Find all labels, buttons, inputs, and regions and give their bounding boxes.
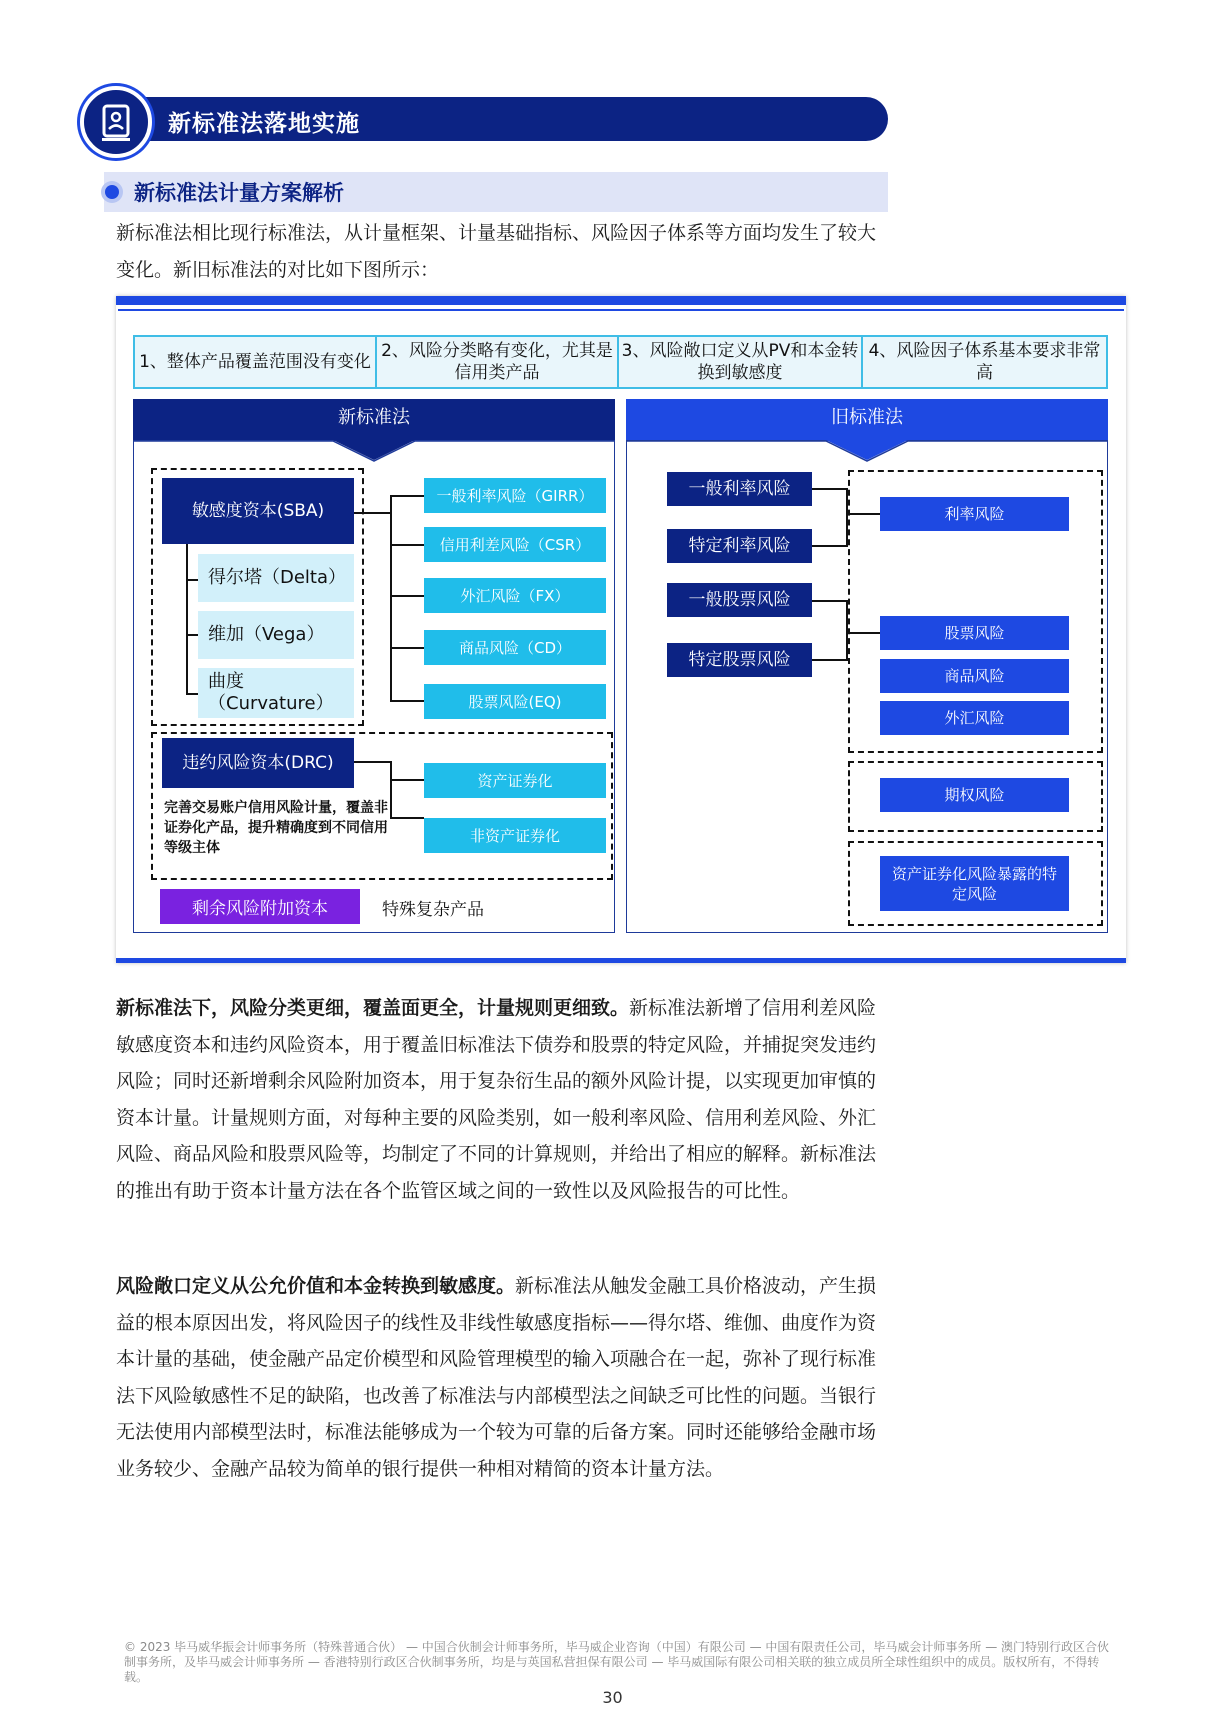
rrao-box: 剩余风险附加资本 <box>160 889 360 924</box>
securitization-box: 资产证券化 <box>424 763 606 798</box>
old-specific-equity: 特定股票风险 <box>667 643 812 677</box>
risk-girr: 一般利率风险（GIRR） <box>424 478 606 513</box>
bullet-dot-icon <box>105 185 119 199</box>
old-securitization-risk: 资产证券化风险暴露的特定风险 <box>880 856 1069 911</box>
old-commodity-risk: 商品风险 <box>880 659 1069 693</box>
sba-connector <box>354 512 390 514</box>
sba-tick <box>186 634 198 636</box>
old-fx-risk: 外汇风险 <box>880 701 1069 735</box>
paragraph-2-lead: 风险敞口定义从公允价值和本金转换到敏感度。 <box>116 1275 516 1297</box>
footer-copyright: © 2023 毕马威华振会计师事务所（特殊普通合伙） — 中国合伙制会计师事务所，毕马威企业咨询（中国）有限公司 — 中国有限责任公司，毕马威会计师事务所 — 澳门特别行政区合伙制事务所，及毕马威会计师事务所 — 香港特别行政区合伙制事务所，均是与英国私营担保有限公司 — 毕马威国际有限公司相关联的独立成员所全球性组织中的成员。版权所有，不得转载。 <box>124 1640 1110 1684</box>
section-badge <box>80 86 152 158</box>
old-general-rate: 一般利率风险 <box>667 472 812 506</box>
drc-connector <box>354 761 390 763</box>
old-rate-risk: 利率风险 <box>880 497 1069 531</box>
drc-tick <box>390 779 424 781</box>
top-cell-2: 2、风险分类略有变化，尤其是信用类产品 <box>375 335 619 389</box>
header-notches <box>133 433 1108 463</box>
drc-note: 完善交易账户信用风险计量，覆盖非证券化产品，提升精确度到不同信用等级主体 <box>164 800 388 856</box>
top-cell-3: 3、风险敞口定义从PV和本金转换到敏感度 <box>617 335 863 389</box>
paragraph-2-body: 新标准法从触发金融工具价格波动，产生损益的根本原因出发，将风险因子的线性及非线性敏感度指标——得尔塔、维伽、曲度作为资本计量的基础，使金融产品定价模型和风险管理模型的输入项融合在一起，弥补了现行标准法下风险敏感性不足的缺陷，也改善了标准法与内部模型法之间缺乏可比性的问题。当银行无法使用内部模型法时，标准法能够成为一个较为可靠的后备方案。同时还能够给金融市场业务较少、金融产品较为简单的银行提供一种相对精简的资本计量方法。 <box>116 1275 877 1480</box>
risk-tick <box>390 647 424 649</box>
old-tick <box>812 600 848 602</box>
risk-fx: 外汇风险（FX） <box>424 578 606 613</box>
paragraph-1-body: 新标准法新增了信用利差风险敏感度资本和违约风险资本，用于覆盖旧标准法下债券和股票的特定风险，并捕捉突发违约风险；同时还新增剩余风险附加资本，用于复杂衍生品的额外风险计提，以实现更加审慎的资本计量。计量规则方面，对每种主要的风险类别，如一般利率风险、信用利差风险、外汇风险、商品风险和股票风险等，均制定了不同的计算规则，并给出了相应的解释。新标准法的推出有助于资本计量方法在各个监管区域之间的一致性以及风险报告的可比性。 <box>116 997 877 1202</box>
non-securitization-box: 非资产证券化 <box>424 818 606 853</box>
drc-tick <box>390 817 424 819</box>
old-tick <box>812 659 848 661</box>
risk-tick <box>390 495 424 497</box>
risk-cd: 商品风险（CD） <box>424 630 606 665</box>
drc-vline <box>390 761 392 818</box>
drc-box: 违约风险资本(DRC) <box>162 738 354 788</box>
sba-vline <box>186 544 188 694</box>
page-number: 30 <box>602 1688 623 1707</box>
old-tick <box>812 545 848 547</box>
paragraph-1 <box>116 990 891 1210</box>
risk-tick <box>390 544 424 546</box>
sba-box: 敏感度资本(SBA) <box>162 478 354 544</box>
delta-box: 得尔塔（Delta） <box>198 554 354 602</box>
id-badge-icon <box>84 90 148 154</box>
top-cell-1: 1、整体产品覆盖范围没有变化 <box>133 335 377 389</box>
new-standard-header: 新标准法 <box>133 399 615 433</box>
curvature-box: 曲度（Curvature） <box>198 668 354 718</box>
old-specific-rate: 特定利率风险 <box>667 529 812 563</box>
section-title: 新标准法落地实施 <box>168 111 360 137</box>
old-equity-risk: 股票风险 <box>880 616 1069 650</box>
old-general-equity: 一般股票风险 <box>667 583 812 617</box>
sba-tick <box>186 579 198 581</box>
risk-csr: 信用利差风险（CSR） <box>424 527 606 562</box>
risk-tick <box>390 700 424 702</box>
old-option-risk: 期权风险 <box>880 778 1069 812</box>
old-standard-header: 旧标准法 <box>626 399 1108 433</box>
intro-paragraph: 新标准法相比现行标准法，从计量框架、计量基础指标、风险因子体系等方面均发生了较大变化。新旧标准法的对比如下图所示： <box>116 222 877 281</box>
sba-risk-vline <box>390 495 392 701</box>
top-cell-4: 4、风险因子体系基本要求非常高 <box>861 335 1108 389</box>
vega-box: 维加（Vega） <box>198 611 354 659</box>
old-tick <box>812 488 848 490</box>
paragraph-2 <box>116 1268 891 1488</box>
subsection-title: 新标准法计量方案解析 <box>134 181 344 205</box>
paragraph-1-lead: 新标准法下，风险分类更细，覆盖面更全，计量规则更细致。 <box>116 997 630 1019</box>
sba-tick <box>186 693 198 695</box>
rrao-note: 特殊复杂产品 <box>382 900 484 920</box>
risk-tick <box>390 595 424 597</box>
diagram-top-line <box>118 309 1124 311</box>
risk-eq: 股票风险(EQ) <box>424 684 606 719</box>
